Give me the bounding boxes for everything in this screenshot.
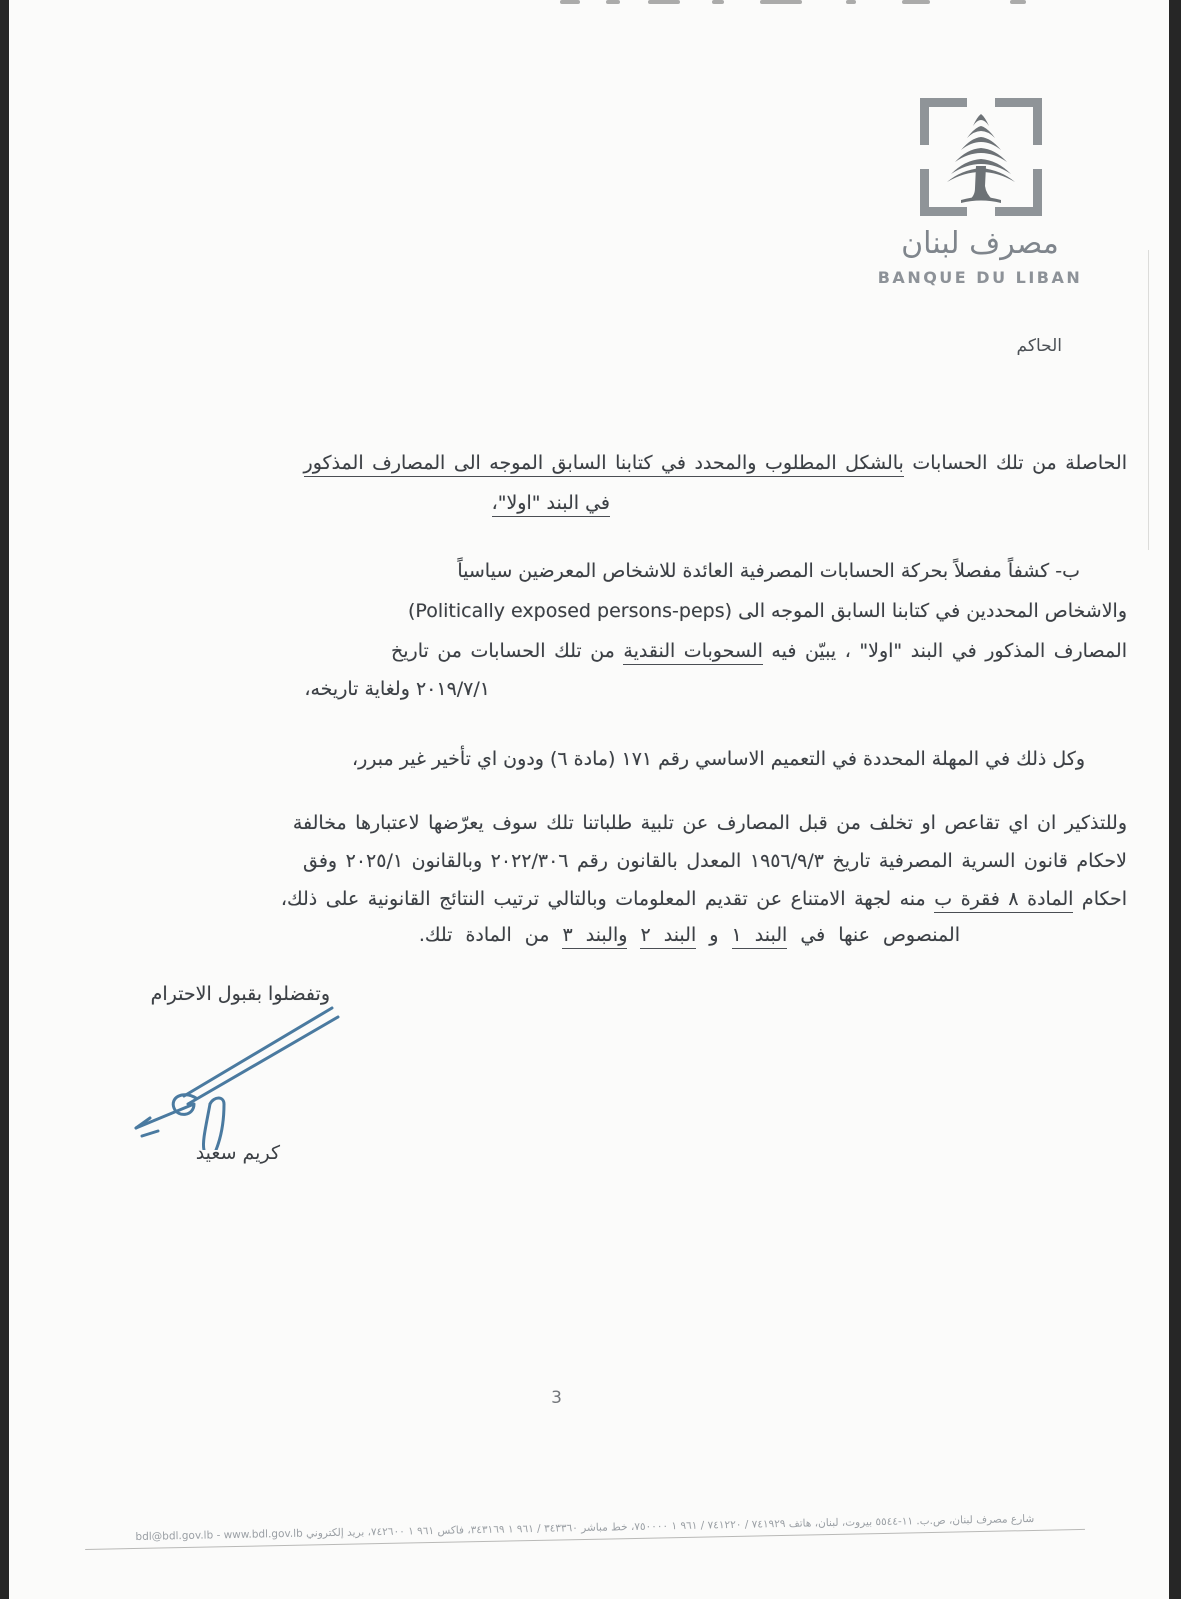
p2-arabic-text: والاشخاص المحددين في كتابنا السابق الموجه الى: [738, 600, 1127, 622]
paragraph2-line3: [391, 640, 1127, 662]
bank-name-french: BANQUE DU LIBAN: [877, 268, 1083, 287]
p4-underlined-clause3: والبند ٣: [562, 924, 627, 949]
p4-text: [627, 924, 640, 946]
paragraph2-line4: ٢٠١٩/٧/١ ولغاية تاريخه،: [304, 678, 490, 700]
paragraph2-line1: ب- كشفاً مفصلاً بحركة الحسابات المصرفية العائدة للاشخاص المعرضين سياسياً: [457, 560, 1080, 582]
p4-text: المنصوص عنها في: [787, 924, 960, 946]
closing-salutation: وتفضلوا بقبول الاحترام: [150, 983, 330, 1005]
scan-right-border: [1169, 0, 1181, 1599]
scan-top-artifact: [760, 0, 802, 4]
p1-text: الحاصلة من تلك الحسابات: [903, 452, 1127, 474]
office-title-governor: الحاكم: [1016, 336, 1062, 356]
p4-underlined-clause2: البند ٢: [640, 924, 696, 949]
paragraph4-line1: وللتذكير ان اي تقاعص او تخلف من قبل المصارف عن تلبية طلباتنا تلك سوف يعرّضها لاعتبارها مخالفة: [292, 812, 1127, 834]
paragraph4-line3: [281, 888, 1127, 910]
paragraph2-line2: [408, 600, 1127, 622]
bank-logo: [920, 98, 1042, 216]
p1-underlined-text: في البند "اولا"،: [492, 492, 610, 517]
p4-text: من المادة تلك.: [418, 924, 563, 946]
scan-top-artifact: [648, 0, 680, 4]
p2-peps-latin-text: (Politically exposed persons-peps): [408, 600, 733, 622]
cedar-tree-icon: [931, 104, 1031, 208]
paragraph1-line1: [304, 452, 1127, 474]
paragraph1-line2: [492, 492, 610, 514]
signer-name: كريم سعيد: [195, 1142, 280, 1164]
scan-top-artifact: [712, 0, 724, 4]
p4-text: احكام: [1073, 888, 1127, 910]
scan-top-artifact: [1010, 0, 1026, 4]
p2-underlined-cash-withdrawals: السحوبات النقدية: [623, 640, 762, 665]
p4-text: منه لجهة الامتناع عن تقديم المعلومات وبالتالي ترتيب النتائج القانونية على ذلك،: [280, 888, 935, 910]
p2-text: المصارف المذكور في البند "اولا" ، يبيّن فيه: [762, 640, 1127, 662]
scan-fold-line: [1148, 250, 1149, 550]
paragraph4-line4: [419, 924, 960, 946]
page-number: 3: [551, 1388, 562, 1408]
p4-underlined-clause1: البند ١: [732, 924, 788, 949]
paragraph4-line2: لاحكام قانون السرية المصرفية تاريخ ١٩٥٦/٩/٣ المعدل بالقانون رقم ٢٠٢٢/٣٠٦ وبالقانون ٢٠٢٥/١ وفق: [302, 850, 1127, 872]
paragraph3: وكل ذلك في المهلة المحددة في التعميم الاساسي رقم ١٧١ (مادة ٦) ودون اي تأخير غير مبرر،: [351, 748, 1085, 770]
scan-top-artifact: [846, 0, 856, 4]
p4-text: و: [696, 924, 732, 946]
scan-left-border: [0, 0, 9, 1599]
p4-underlined-article8: المادة ٨ فقرة ب: [934, 888, 1073, 913]
handwritten-signature: [118, 1000, 348, 1150]
footer-contact-line: شارع مصرف لبنان، ص.ب. ١١-٥٥٤٤ بيروت، لبنان، هاتف ٧٤١٩٢٩ / ٧٤١٢٢٠ / ٩٦١ ١ ٧٥٠٠٠٠، خط مباشر ٣٤٣٣٦٠ / ٩٦١ ١ ٣٤٣١٦٩، فاكس ٩٦١ ١ ٧٤٢٦٠٠، بريد إلكتروني bdl@bdl.gov.lb - www.bdl.gov.lb: [85, 1512, 1085, 1550]
scan-top-artifact: [606, 0, 620, 4]
scan-top-artifact: [902, 0, 930, 4]
p1-underlined-text: بالشكل المطلوب والمحدد في كتابنا السابق الموجه الى المصارف المذكور: [304, 452, 904, 477]
p2-text: من تلك الحسابات من تاريخ: [390, 640, 624, 662]
scan-top-artifact: [560, 0, 580, 4]
bank-name-arabic: مصرف لبنان: [901, 226, 1059, 261]
